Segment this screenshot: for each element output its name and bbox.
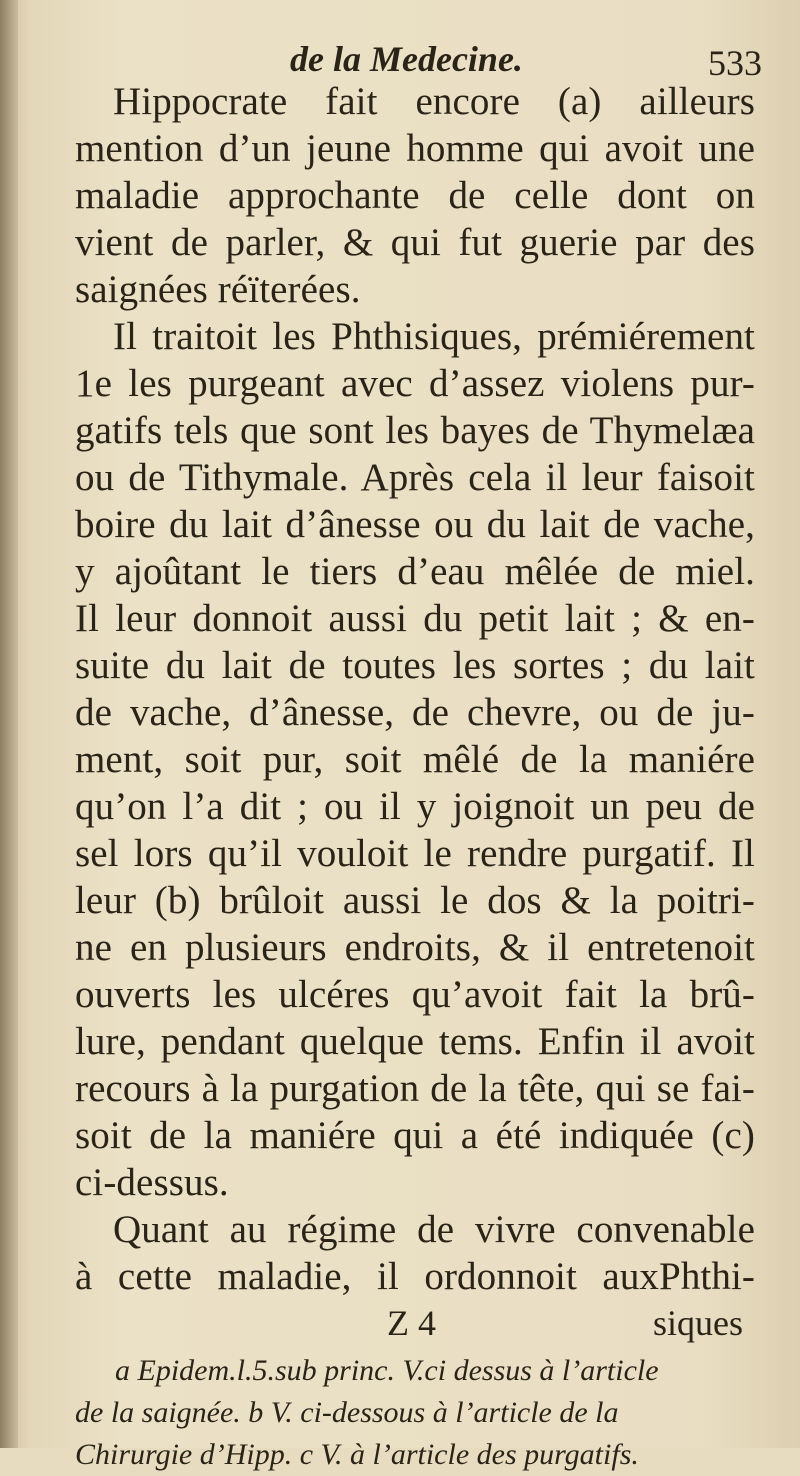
text-line: 1e les purgeant avec d’assez violens pur- (75, 362, 755, 405)
body-text (75, 78, 755, 1476)
text-line: sel lors qu’il vouloit le rendre purgatif. Il (75, 832, 755, 875)
text-line: y ajoûtant le tiers d’eau mêlée de miel. (75, 550, 755, 593)
text-line: Hippocrate fait encore (a) ailleurs (113, 80, 755, 123)
page-number: 533 (708, 43, 762, 83)
signature-mark: Z 4 (387, 1303, 436, 1343)
text-line: leur (b) brûloit aussi le dos & la poitri- (75, 879, 755, 922)
text-line: lure, pendant quelque tems. Enfin il avoit (75, 1020, 755, 1063)
text-line: recours à la purgation de la tête, qui se fai- (75, 1067, 755, 1110)
signature-row (75, 1300, 755, 1346)
footnote-line: de la saignée. b V. ci-dessous à l’article de la (75, 1396, 619, 1429)
footnote-line: a Epidem.l.5.sub princ. V.ci dessus à l’article (115, 1354, 659, 1387)
catchword: siques (653, 1303, 743, 1343)
text-line: ne en plusieurs endroits, & il entretenoit (75, 926, 755, 969)
footnotes (75, 1350, 755, 1476)
text-line: ci-dessus. (75, 1161, 229, 1204)
text-line: Il leur donnoit aussi du petit lait ; & en- (75, 597, 755, 640)
text-line: Quant au régime de vivre convenable (113, 1208, 755, 1251)
running-title: de la Medecine. (290, 39, 523, 79)
text-line: qu’on l’a dit ; ou il y joignoit un peu de (75, 785, 755, 828)
text-line: saignées réïterées. (75, 268, 361, 311)
text-line: ment, soit pur, soit mêlé de la maniére (75, 738, 755, 781)
text-line: à cette maladie, il ordonnoit auxPhthi- (75, 1255, 755, 1298)
text-line: gatifs tels que sont les bayes de Thymelæa (75, 409, 755, 452)
footnote-line: Chirurgie d’Hipp. c V. à l’article des purgatifs. (75, 1438, 639, 1471)
text-line: maladie approchante de celle dont on (75, 174, 755, 217)
text-line: boire du lait d’ânesse ou du lait de vache, (75, 503, 755, 546)
text-line: ouverts les ulcéres qu’avoit fait la brû- (75, 973, 755, 1016)
text-line: Il traitoit les Phthisiques, prémiérement (113, 315, 755, 358)
text-line: mention d’un jeune homme qui avoit une (75, 127, 755, 170)
text-line: suite du lait de toutes les sortes ; du lait (75, 644, 755, 687)
text-line: de vache, d’ânesse, de chevre, ou de ju- (75, 691, 755, 734)
binding-shadow (0, 0, 18, 1448)
text-line: ou de Tithymale. Après cela il leur faisoit (75, 456, 755, 499)
text-line: vient de parler, & qui fut guerie par des (75, 221, 755, 264)
text-line: soit de la maniére qui a été indiquée (c) (75, 1114, 755, 1157)
